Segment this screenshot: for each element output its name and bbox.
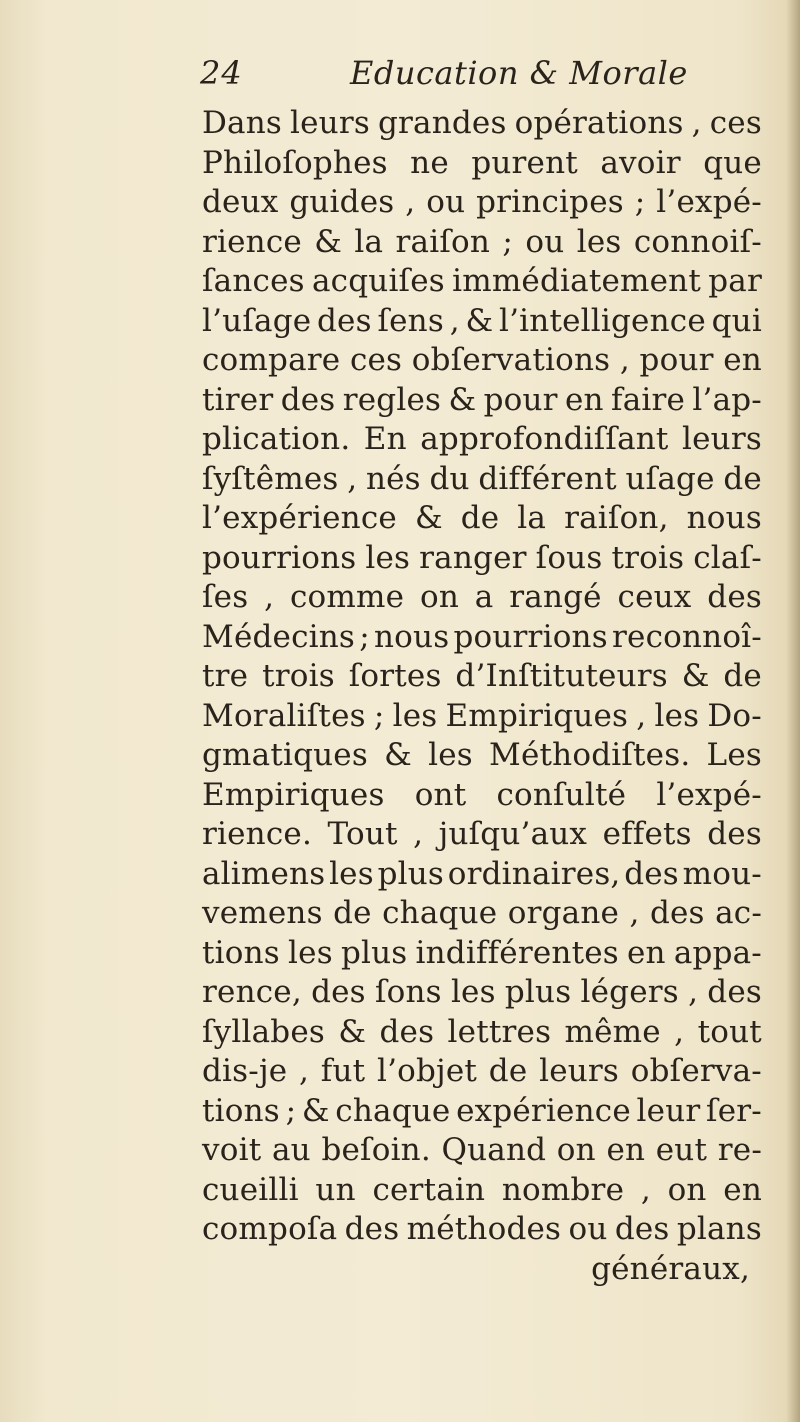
word: de <box>460 500 500 536</box>
word: chaque <box>382 895 498 931</box>
word: , <box>688 974 699 1010</box>
word: ; <box>359 618 370 655</box>
word: vemens <box>202 895 323 931</box>
word: différent <box>478 460 617 497</box>
word: pourrions <box>202 539 357 576</box>
word: tre <box>202 658 249 694</box>
word: par <box>708 263 762 299</box>
word: fut <box>320 1053 366 1089</box>
word: opérations <box>514 105 684 141</box>
word: les <box>576 223 622 260</box>
word: ſens <box>377 302 444 339</box>
word: les <box>288 934 333 971</box>
text-line <box>202 1171 762 1211</box>
body-text <box>202 104 762 1289</box>
text-line <box>202 894 762 934</box>
text-line <box>202 657 762 697</box>
text-line <box>202 1052 762 1092</box>
word: conſulté <box>496 776 627 813</box>
text-line <box>202 420 762 460</box>
word: certain <box>372 1171 486 1208</box>
word: trois <box>262 658 335 694</box>
word: pourrions <box>453 618 608 655</box>
word: ; <box>373 697 385 734</box>
word: des <box>317 302 372 339</box>
word: Moraliſtes <box>202 697 366 734</box>
word: obſervations <box>411 342 611 378</box>
word: de <box>723 658 762 694</box>
word: des <box>624 855 679 892</box>
word: ſortes <box>348 658 442 694</box>
word: la <box>354 223 384 260</box>
word: Méthodiſtes. <box>489 737 691 773</box>
word: , <box>449 302 460 339</box>
word: ces <box>349 342 403 378</box>
word: ou <box>426 184 466 220</box>
word: & <box>448 381 477 418</box>
word: avoir <box>600 144 681 181</box>
word: connoiſ- <box>633 223 762 260</box>
word: raiſon, <box>564 500 669 536</box>
word: leurs <box>290 105 370 141</box>
word: tions <box>202 934 280 971</box>
word: méthodes <box>406 1211 562 1247</box>
text-line <box>202 539 762 579</box>
word: ſances <box>202 263 305 299</box>
text-line <box>202 697 762 737</box>
word: ſes <box>202 579 249 615</box>
text-line <box>202 499 762 539</box>
word: a <box>474 579 494 615</box>
text-line <box>202 736 762 776</box>
word: lettres <box>447 1013 552 1050</box>
word: nous <box>686 500 762 536</box>
word: reconnoî- <box>612 618 762 655</box>
word: tout <box>697 1013 762 1050</box>
word: en <box>564 381 604 418</box>
word: tirer <box>202 381 274 418</box>
word: du <box>429 460 470 497</box>
text-line <box>202 855 762 895</box>
text-line <box>202 381 762 421</box>
word: des <box>707 974 762 1010</box>
word: l’ap- <box>692 381 762 418</box>
word: compoſa <box>202 1211 338 1247</box>
word: gmatiques <box>202 737 368 773</box>
word: leur <box>636 1092 701 1129</box>
word: des <box>649 895 705 931</box>
word: des <box>707 579 762 615</box>
word: ont <box>414 776 467 813</box>
word: en <box>627 934 666 971</box>
word: l’expérience <box>202 500 397 536</box>
word: ſer- <box>706 1092 762 1129</box>
word: ; <box>502 223 514 260</box>
word: trois <box>611 539 685 576</box>
word: l’expé- <box>656 776 762 813</box>
word: acquiſes <box>311 263 445 299</box>
word: les <box>392 697 438 734</box>
word: , <box>691 105 702 141</box>
word: Quand <box>441 1132 547 1168</box>
word: ces <box>709 105 762 141</box>
text-line <box>202 1092 762 1132</box>
word: ſyſtêmes <box>202 460 339 497</box>
word: & <box>338 1013 367 1050</box>
word: des <box>344 1211 400 1247</box>
word: plus <box>377 855 445 892</box>
page-number: 24 <box>200 54 243 92</box>
word: on <box>667 1171 707 1208</box>
text-line <box>202 302 762 342</box>
word: en <box>723 342 762 378</box>
word: regles <box>342 381 442 418</box>
word: appa- <box>673 934 762 971</box>
word: & <box>384 737 412 773</box>
word: , <box>405 184 416 220</box>
text-line <box>202 973 762 1013</box>
word: , <box>640 1171 651 1208</box>
word: guides <box>289 184 395 220</box>
word: Les <box>706 737 762 773</box>
word: des <box>280 381 336 418</box>
word: Philoſophes <box>202 144 388 181</box>
page-header <box>200 48 760 98</box>
word: organe <box>507 895 620 931</box>
word: un <box>315 1171 356 1208</box>
word: , <box>347 460 358 497</box>
word: les <box>365 539 411 576</box>
word: plus <box>504 974 572 1010</box>
word: Dans <box>202 105 283 141</box>
text-line <box>202 1210 762 1250</box>
word: dis-je <box>202 1053 288 1089</box>
text-line <box>202 578 762 618</box>
word: comme <box>289 579 405 615</box>
text-line <box>202 341 762 381</box>
text-line <box>202 618 762 658</box>
text-line <box>202 183 762 223</box>
word: raiſon <box>395 223 491 260</box>
word: juſqu’aux <box>438 816 588 852</box>
word: Empiriques <box>202 776 385 813</box>
word: leurs <box>682 421 762 457</box>
word: des <box>614 1211 670 1247</box>
word: , <box>629 895 640 931</box>
word: d’Inſtituteurs <box>455 658 668 694</box>
word: , <box>299 1053 310 1089</box>
word: plans <box>676 1211 762 1247</box>
word: ranger <box>419 539 527 576</box>
word: les <box>329 855 374 892</box>
word: l’expé- <box>656 184 762 220</box>
text-line <box>202 144 762 184</box>
word: l’objet <box>376 1053 478 1089</box>
word: Médecins <box>202 618 356 655</box>
word: deux <box>202 184 279 220</box>
text-line <box>202 776 762 816</box>
text-line <box>202 460 762 500</box>
word: grandes <box>377 105 507 141</box>
catchword: généraux, <box>591 1250 750 1287</box>
word: & <box>301 1092 330 1129</box>
word: , <box>619 342 630 378</box>
word: approfondiſſant <box>420 421 669 457</box>
word: l’uſage <box>202 302 312 339</box>
word: , <box>413 816 424 852</box>
word: des <box>311 974 366 1010</box>
word: purent <box>471 144 578 181</box>
word: qui <box>711 302 762 339</box>
word: pour <box>639 342 714 378</box>
word: expérience <box>456 1092 631 1129</box>
text-line <box>202 934 762 974</box>
word: de <box>333 895 372 931</box>
word: la <box>517 500 547 536</box>
word: & <box>465 302 494 339</box>
word: ac- <box>715 895 762 931</box>
word: , <box>264 579 275 615</box>
word: l’intelligence <box>499 302 706 339</box>
word: & <box>414 500 443 536</box>
page-edge-shadow <box>786 0 800 1422</box>
text-line <box>202 223 762 263</box>
word: uſage <box>625 460 715 497</box>
word: ſons <box>374 974 442 1010</box>
word: ou <box>525 223 565 260</box>
word: principes <box>476 184 624 220</box>
word: compare <box>202 342 341 378</box>
word: claſ- <box>693 539 762 576</box>
word: les <box>428 737 473 773</box>
word: ou <box>568 1211 608 1247</box>
text-line <box>202 1013 762 1053</box>
word: rence, <box>202 974 302 1010</box>
word: , <box>636 697 647 734</box>
word: on <box>556 1132 596 1168</box>
word: effets <box>602 816 692 852</box>
word: on <box>419 579 459 615</box>
word: beſoin. <box>321 1132 431 1168</box>
text-line <box>202 815 762 855</box>
text-line <box>202 1131 762 1171</box>
word: En <box>363 421 407 457</box>
word: pour <box>483 381 558 418</box>
word: rangé <box>509 579 602 615</box>
word: que <box>703 144 762 181</box>
word: & <box>314 223 343 260</box>
word: mou- <box>682 855 762 892</box>
word: des <box>707 816 762 852</box>
word: plication. <box>202 421 351 457</box>
word: des <box>379 1013 435 1050</box>
word: rience <box>202 223 302 260</box>
word: les <box>654 697 700 734</box>
word: obſerva- <box>630 1053 762 1089</box>
word: indifférentes <box>415 934 619 971</box>
text-line <box>202 262 762 302</box>
word: ; <box>634 184 646 220</box>
word: de <box>723 460 762 497</box>
word: , <box>674 1013 685 1050</box>
word: eut <box>655 1132 708 1168</box>
text-line <box>202 104 762 144</box>
word: en <box>606 1132 646 1168</box>
word: les <box>450 974 496 1010</box>
word: & <box>681 658 710 694</box>
word: leurs <box>539 1053 620 1089</box>
word: légers <box>580 974 679 1010</box>
word: faire <box>611 381 686 418</box>
word: ceux <box>617 579 692 615</box>
word: immédiatement <box>452 263 701 299</box>
word: Do- <box>707 697 762 734</box>
word: ; <box>285 1092 297 1129</box>
word: tions <box>202 1092 280 1129</box>
word: ſyllabes <box>202 1013 325 1050</box>
word: de <box>488 1053 528 1089</box>
word: en <box>723 1171 762 1208</box>
word: ne <box>410 144 449 181</box>
word: même <box>564 1013 661 1050</box>
catchword-line <box>202 1250 762 1290</box>
word: nombre <box>501 1171 625 1208</box>
word: ordinaires, <box>447 855 621 892</box>
word: alimens <box>202 855 326 892</box>
running-head: Education & Morale <box>350 54 688 92</box>
word: cueilli <box>202 1171 299 1208</box>
word: au <box>271 1132 311 1168</box>
word: plus <box>340 934 408 971</box>
word: nous <box>374 618 450 655</box>
word: voit <box>202 1132 262 1168</box>
word: Empiriques <box>445 697 629 734</box>
word: re- <box>717 1132 762 1168</box>
word: chaque <box>335 1092 451 1129</box>
word: nés <box>365 460 421 497</box>
word: rience. <box>202 816 313 852</box>
word: Tout <box>327 816 398 852</box>
word: ſous <box>535 539 603 576</box>
